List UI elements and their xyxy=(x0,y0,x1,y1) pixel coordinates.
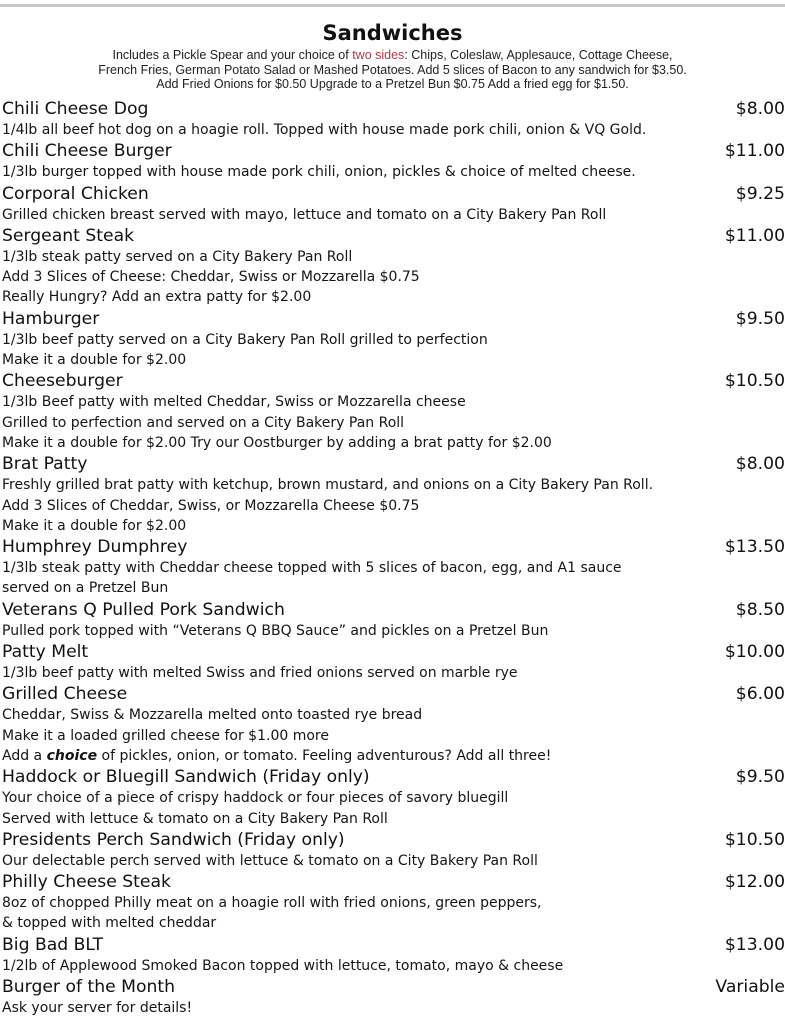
menu-item xyxy=(2,766,785,829)
menu-item xyxy=(2,641,785,683)
menu-item-price: $12.00 xyxy=(724,872,785,893)
menu-item-description: served on a Pretzel Bun xyxy=(2,580,169,597)
menu-item-name: Cheeseburger xyxy=(2,371,123,392)
menu-item-description: & topped with melted cheddar xyxy=(2,915,217,932)
menu-item-description: 8oz of chopped Philly meat on a hoagie roll with fried onions, green peppers, xyxy=(2,895,542,912)
menu-item-header xyxy=(2,453,785,475)
menu-item xyxy=(2,453,785,536)
menu-item-price: $13.00 xyxy=(724,934,785,955)
menu-item-name: Veterans Q Pulled Pork Sandwich xyxy=(2,599,285,620)
menu-item-price: $11.00 xyxy=(724,141,785,162)
menu-item-name: Hamburger xyxy=(2,308,100,329)
menu-item-description: Served with lettuce & tomato on a City Bakery Pan Roll xyxy=(2,810,388,827)
page-title: Sandwiches xyxy=(322,21,463,45)
menu-item-name: Philly Cheese Steak xyxy=(2,872,171,893)
description-part: Add a xyxy=(2,747,47,764)
menu-item-description: 1/3lb beef patty with melted Swiss and fried onions served on marble rye xyxy=(2,665,518,682)
menu-item-description: Add 3 Slices of Cheese: Cheddar, Swiss or Mozzarella $0.75 xyxy=(2,269,420,286)
intro-line1-b: : Chips, Coleslaw, Applesauce, Cottage Cheese, xyxy=(404,48,673,62)
menu-item-description: Our delectable perch served with lettuce & tomato on a City Bakery Pan Roll xyxy=(2,852,538,869)
menu-item xyxy=(2,829,785,871)
menu-item-header xyxy=(2,370,785,392)
intro-text xyxy=(43,48,743,92)
menu-item-header xyxy=(2,934,785,956)
menu-item-description: Grilled to perfection and served on a City Bakery Pan Roll xyxy=(2,414,405,431)
menu-item-header xyxy=(2,683,785,705)
menu-item-price: $10.50 xyxy=(724,371,785,392)
menu-item-price: $8.50 xyxy=(735,599,785,620)
menu-item xyxy=(2,871,785,934)
menu-item-header xyxy=(2,976,785,998)
menu-item-price: $9.50 xyxy=(735,767,785,788)
menu-item-price: $9.25 xyxy=(735,183,785,204)
menu-item-description: Make it a loaded grilled cheese for $1.00 more xyxy=(2,727,329,744)
menu-item-price: $8.00 xyxy=(735,454,785,475)
menu-item xyxy=(2,599,785,641)
menu-item xyxy=(2,140,785,182)
intro-accent: two sides xyxy=(352,48,405,62)
menu-item-price: $8.00 xyxy=(735,99,785,119)
menu-item-header xyxy=(2,308,785,330)
menu-item-description: Cheddar, Swiss & Mozzarella melted onto toasted rye bread xyxy=(2,707,423,724)
menu-item-price: Variable xyxy=(715,977,785,998)
menu-item-header xyxy=(2,98,785,120)
menu-item xyxy=(2,934,785,976)
menu-item-description: Make it a double for $2.00 xyxy=(2,352,187,369)
menu-item-price: $11.00 xyxy=(724,225,785,246)
menu-item-name: Burger of the Month xyxy=(2,977,176,998)
menu-item-description: Make it a double for $2.00 Try our Oostburger by adding a brat patty for $2.00 xyxy=(2,434,552,451)
menu-item-description: Make it a double for $2.00 xyxy=(2,517,187,534)
menu-item-description xyxy=(2,746,785,766)
menu-item-name: Chili Cheese Burger xyxy=(2,141,172,162)
menu-item-header xyxy=(2,641,785,663)
menu-item-description: 1/3lb burger topped with house made pork chili, onion, pickles & choice of melted cheese. xyxy=(2,164,636,181)
menu-item-header xyxy=(2,829,785,851)
menu-item xyxy=(2,308,785,371)
menu-item-name: Chili Cheese Dog xyxy=(2,99,149,119)
menu-item-header xyxy=(2,766,785,788)
menu-item-description: Really Hungry? Add an extra patty for $2.00 xyxy=(2,289,312,306)
menu-item xyxy=(2,183,785,225)
intro-line1-a: Includes a Pickle Spear and your choice of xyxy=(112,48,353,62)
menu-item-price: $13.50 xyxy=(724,537,785,558)
menu-item xyxy=(2,225,785,308)
description-part: of pickles, onion, or tomato. Feeling adventurous? Add all three! xyxy=(97,747,552,764)
menu-item-description: 1/2lb of Applewood Smoked Bacon topped with lettuce, tomato, mayo & cheese xyxy=(2,957,564,974)
menu-item-name: Patty Melt xyxy=(2,642,89,663)
menu-item-name: Presidents Perch Sandwich (Friday only) xyxy=(2,829,345,850)
sandwich-menu-list xyxy=(2,98,785,1018)
menu-item-name: Sergeant Steak xyxy=(2,225,135,246)
menu-item-description: 1/3lb steak patty with Cheddar cheese topped with 5 slices of bacon, egg, and A1 sauce xyxy=(2,560,622,577)
intro-line3: Add Fried Onions for $0.50 Upgrade to a Pretzel Bun $0.75 Add a fried egg for $1.50. xyxy=(156,77,629,91)
menu-item-header xyxy=(2,871,785,893)
menu-item-name: Humphrey Dumphrey xyxy=(2,537,188,558)
menu-item-header xyxy=(2,225,785,247)
menu-item-description: 1/3lb steak patty served on a City Bakery Pan Roll xyxy=(2,248,353,265)
menu-item xyxy=(2,98,785,140)
menu-item xyxy=(2,370,785,453)
menu-item-price: $10.50 xyxy=(724,829,785,850)
menu-item-description: 1/3lb beef patty served on a City Bakery Pan Roll grilled to perfection xyxy=(2,331,488,348)
menu-item-name: Brat Patty xyxy=(2,454,88,475)
menu-item-name: Corporal Chicken xyxy=(2,183,149,204)
menu-item-description: Pulled pork topped with “Veterans Q BBQ Sauce” and pickles on a Pretzel Bun xyxy=(2,622,549,639)
top-divider xyxy=(0,4,785,7)
menu-item-header xyxy=(2,599,785,621)
menu-item-name: Big Bad BLT xyxy=(2,934,104,955)
menu-item-price: $6.00 xyxy=(735,684,785,705)
menu-item-name: Grilled Cheese xyxy=(2,684,128,705)
menu-item xyxy=(2,536,785,599)
menu-item-header xyxy=(2,536,785,558)
menu-item-description: 1/4lb all beef hot dog on a hoagie roll. Topped with house made pork chili, onion & VQ Gold. xyxy=(2,122,647,138)
description-part: choice xyxy=(46,747,98,764)
menu-item-price: $9.50 xyxy=(735,308,785,329)
menu-item-header xyxy=(2,183,785,205)
menu-item-description: Grilled chicken breast served with mayo, lettuce and tomato on a City Bakery Pan Roll xyxy=(2,206,607,223)
menu-item xyxy=(2,976,785,1018)
menu-item-description: Your choice of a piece of crispy haddock or four pieces of savory bluegill xyxy=(2,790,509,807)
menu-item-description: Freshly grilled brat patty with ketchup, brown mustard, and onions on a City Bakery Pan Roll. xyxy=(2,477,654,494)
menu-item-description: 1/3lb Beef patty with melted Cheddar, Swiss or Mozzarella cheese xyxy=(2,394,466,411)
menu-item-price: $10.00 xyxy=(724,642,785,663)
intro-line2: French Fries, German Potato Salad or Mashed Potatoes. Add 5 slices of Bacon to any sandwich for $3.50. xyxy=(98,62,687,77)
menu-item-name: Haddock or Bluegill Sandwich (Friday only) xyxy=(2,767,370,788)
menu-item-description: Ask your server for details! xyxy=(2,1000,193,1017)
menu-item-description: Add 3 Slices of Cheddar, Swiss, or Mozzarella Cheese $0.75 xyxy=(2,497,420,514)
menu-item-header xyxy=(2,140,785,162)
menu-item xyxy=(2,683,785,766)
menu-header xyxy=(0,20,785,92)
